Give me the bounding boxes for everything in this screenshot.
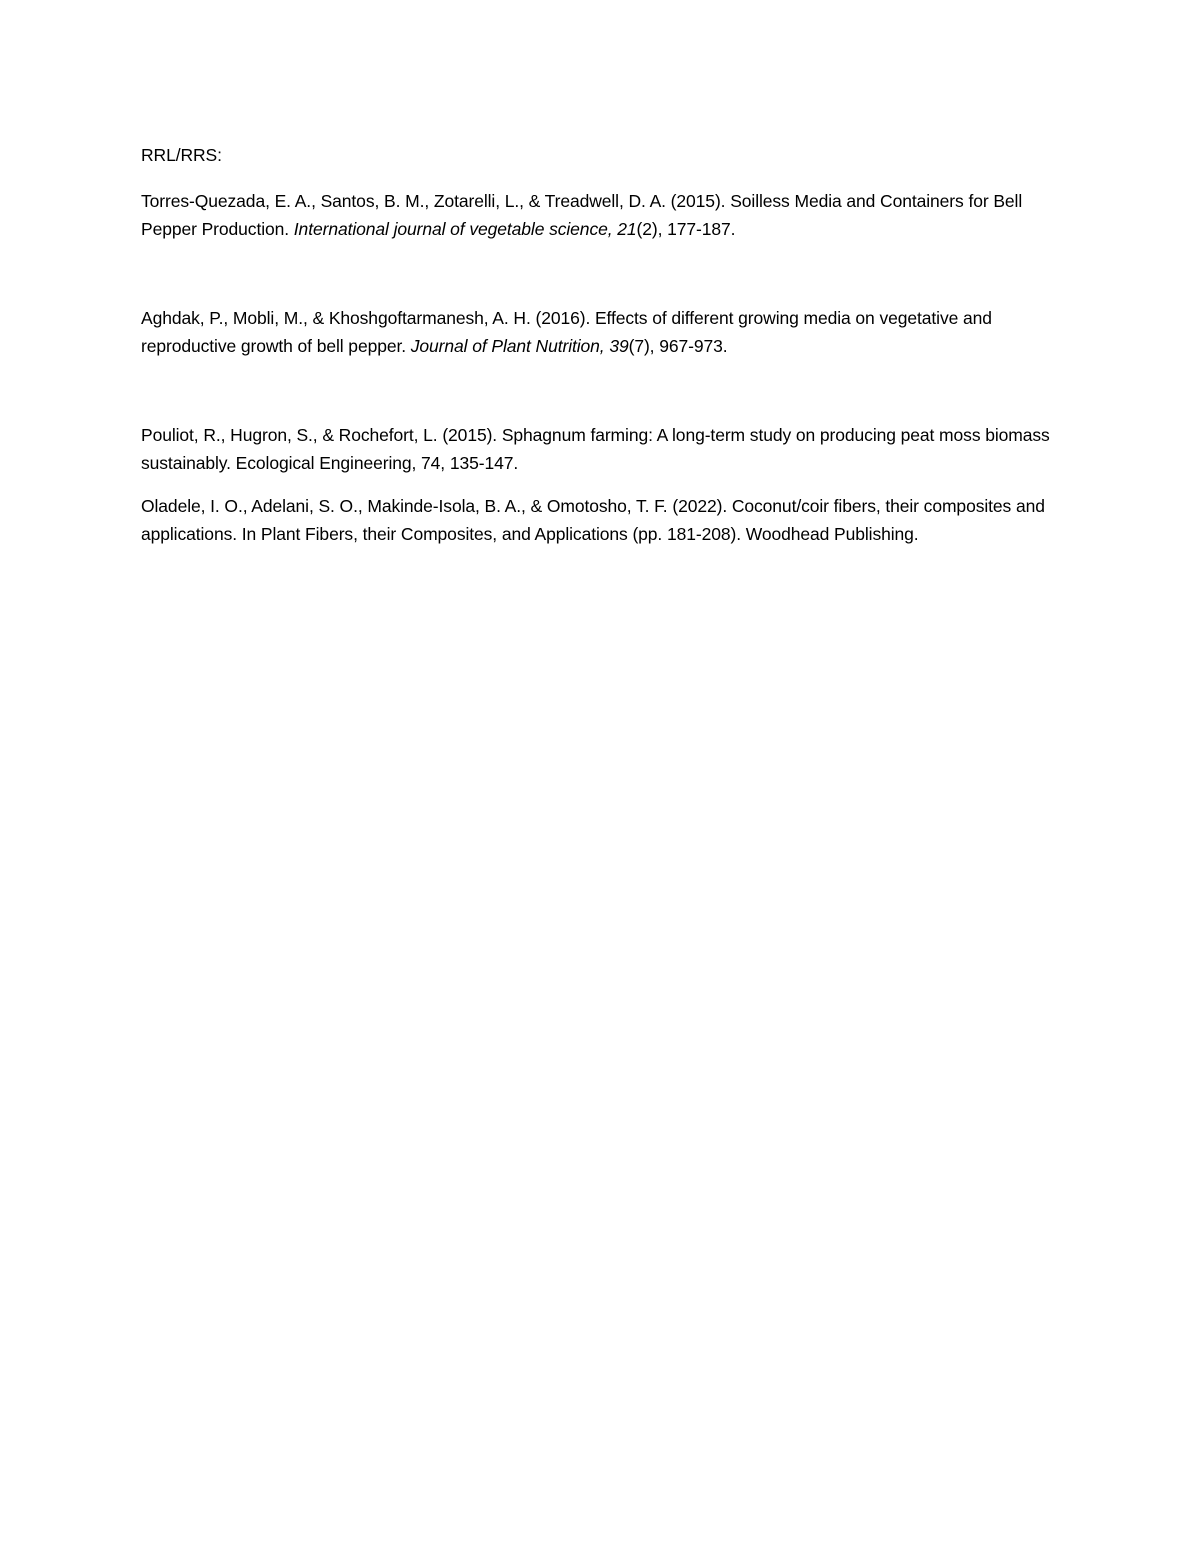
spacer — [141, 478, 1071, 492]
reference-2-title: Effects of different growing media on vegetative and reproductive growth of bell pepper. — [141, 307, 992, 356]
reference-2-volume: 39 — [609, 336, 629, 356]
spacer — [141, 244, 1071, 304]
reference-1-authors-year: Torres-Quezada, E. A., Santos, B. M., Zotarelli, L., & Treadwell, D. A. (2015). — [141, 190, 726, 211]
reference-entry-3: Pouliot, R., Hugron, S., & Rochefort, L. (2015). Sphagnum farming: A long-term study on producing peat moss biomass sustainably. Ecological Engineering, 74, 135-147. — [141, 424, 1050, 473]
reference-1-title: Soilless Media and Containers for Bell Pepper Production. — [141, 190, 1023, 239]
spacer — [141, 361, 1071, 421]
document-body — [141, 141, 1071, 549]
reference-2-authors-year: Aghdak, P., Mobli, M., & Khoshgoftarmanesh, A. H. (2016). — [141, 307, 591, 328]
reference-entry-2 — [141, 304, 1071, 361]
reference-2-issue-pages: (7), 967-973. — [628, 336, 728, 356]
reference-1-volume: 21 — [617, 219, 637, 239]
reference-entry-1 — [141, 187, 1071, 244]
reference-2-journal: Journal of Plant Nutrition, — [410, 336, 605, 356]
reference-1-journal: International journal of vegetable science, — [293, 219, 613, 239]
section-heading: RRL/RRS: — [141, 145, 222, 165]
reference-entry-4: Oladele, I. O., Adelani, S. O., Makinde-Isola, B. A., & Omotosho, T. F. (2022). Coconut/coir fibers, their composites and applications. In Plant Fibers, their Composites, and Applications (pp. 181-208). Woodhead Publishing. — [141, 495, 1045, 544]
reference-1-issue-pages: (2), 177-187. — [636, 219, 736, 239]
